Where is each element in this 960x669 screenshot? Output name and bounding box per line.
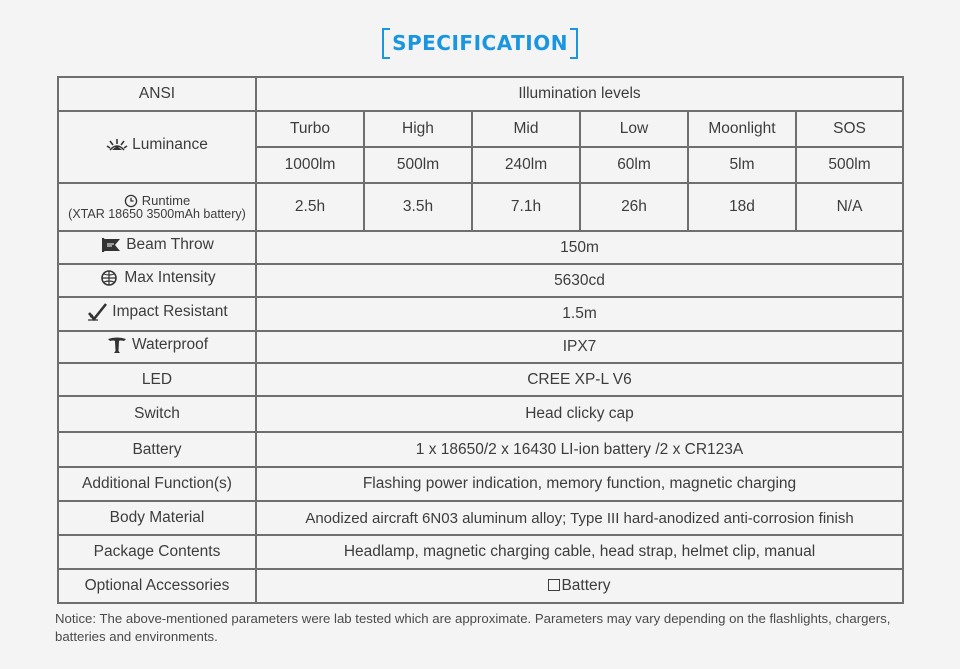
impact-label: Impact Resistant bbox=[112, 302, 228, 320]
notice-text: Notice: The above-mentioned parameters were lab tested which are approximate. Parameters may vary depending on the flashlights, chargers, batteries and environments. bbox=[55, 611, 891, 644]
led-value: CREE XP-L V6 bbox=[256, 363, 903, 396]
globe-icon bbox=[98, 269, 120, 287]
lumen-low: 60lm bbox=[580, 147, 688, 183]
lumen-moonlight: 5lm bbox=[688, 147, 796, 183]
optional-accessories-row bbox=[58, 569, 903, 603]
max-intensity-value: 5630cd bbox=[256, 264, 903, 297]
max-intensity-label-cell bbox=[58, 264, 256, 297]
title-wrap bbox=[0, 28, 960, 59]
led-label: LED bbox=[58, 363, 256, 396]
mode-low: Low bbox=[580, 111, 688, 147]
body-material-row bbox=[58, 501, 903, 535]
package-contents-row bbox=[58, 535, 903, 569]
package-contents-value: Headlamp, magnetic charging cable, head strap, helmet clip, manual bbox=[256, 535, 903, 569]
beam-throw-row bbox=[58, 231, 903, 264]
beam-throw-label-cell bbox=[58, 231, 256, 264]
optional-accessories-cell bbox=[256, 569, 903, 603]
impact-check-icon bbox=[86, 303, 108, 321]
illumination-header: Illumination levels bbox=[256, 77, 903, 111]
additional-function-value: Flashing power indication, memory function, magnetic charging bbox=[256, 467, 903, 501]
runtime-low: 26h bbox=[580, 183, 688, 231]
runtime-label-cell bbox=[58, 183, 256, 231]
waterproof-row bbox=[58, 331, 903, 363]
mode-high: High bbox=[364, 111, 472, 147]
runtime-battery-note: (XTAR 18650 3500mAh battery) bbox=[68, 206, 246, 221]
water-drop-icon bbox=[106, 336, 128, 354]
luminance-mode-row bbox=[58, 111, 903, 147]
switch-value: Head clicky cap bbox=[256, 396, 903, 432]
additional-function-label: Additional Function(s) bbox=[58, 467, 256, 501]
led-row bbox=[58, 363, 903, 396]
battery-label: Battery bbox=[58, 432, 256, 467]
ansi-header: ANSI bbox=[58, 77, 256, 111]
page-title: SPECIFICATION bbox=[382, 28, 578, 59]
impact-value: 1.5m bbox=[256, 297, 903, 331]
switch-label: Switch bbox=[58, 396, 256, 432]
optional-accessories-value: Battery bbox=[561, 577, 611, 594]
luminance-label-cell bbox=[58, 111, 256, 183]
body-material-label: Body Material bbox=[58, 501, 256, 535]
battery-value: 1 x 18650/2 x 16430 LI-ion battery /2 x CR123A bbox=[256, 432, 903, 467]
package-contents-label: Package Contents bbox=[58, 535, 256, 569]
battery-row bbox=[58, 432, 903, 467]
runtime-sos: N/A bbox=[796, 183, 903, 231]
runtime-moonlight: 18d bbox=[688, 183, 796, 231]
checkbox-icon bbox=[548, 579, 560, 591]
additional-function-row bbox=[58, 467, 903, 501]
optional-accessories-label: Optional Accessories bbox=[58, 569, 256, 603]
luminance-label: Luminance bbox=[132, 135, 208, 153]
runtime-high: 3.5h bbox=[364, 183, 472, 231]
mode-turbo: Turbo bbox=[256, 111, 364, 147]
header-row bbox=[58, 77, 903, 111]
mode-sos: SOS bbox=[796, 111, 903, 147]
spec-table bbox=[57, 76, 904, 604]
runtime-turbo: 2.5h bbox=[256, 183, 364, 231]
impact-label-cell bbox=[58, 297, 256, 331]
lumen-sos: 500lm bbox=[796, 147, 903, 183]
runtime-label: Runtime bbox=[141, 193, 191, 209]
beam-throw-label: Beam Throw bbox=[126, 236, 214, 253]
waterproof-label: Waterproof bbox=[131, 335, 209, 353]
runtime-mid: 7.1h bbox=[472, 183, 580, 231]
impact-row bbox=[58, 297, 903, 331]
lumen-high: 500lm bbox=[364, 147, 472, 183]
mode-moonlight: Moonlight bbox=[688, 111, 796, 147]
lumen-turbo: 1000lm bbox=[256, 147, 364, 183]
max-intensity-label: Max Intensity bbox=[124, 269, 216, 286]
beam-throw-value: 150m bbox=[256, 231, 903, 264]
body-material-value: Anodized aircraft 6N03 aluminum alloy; Type III hard-anodized anti-corrosion finish bbox=[256, 501, 903, 535]
mode-mid: Mid bbox=[472, 111, 580, 147]
clock-icon bbox=[124, 194, 138, 208]
runtime-row bbox=[58, 183, 903, 231]
switch-row bbox=[58, 396, 903, 432]
waterproof-label-cell bbox=[58, 331, 256, 363]
max-intensity-row bbox=[58, 264, 903, 297]
lumen-mid: 240lm bbox=[472, 147, 580, 183]
waterproof-value: IPX7 bbox=[256, 331, 903, 363]
sun-rays-icon bbox=[106, 136, 128, 154]
beam-flag-icon bbox=[100, 236, 122, 254]
